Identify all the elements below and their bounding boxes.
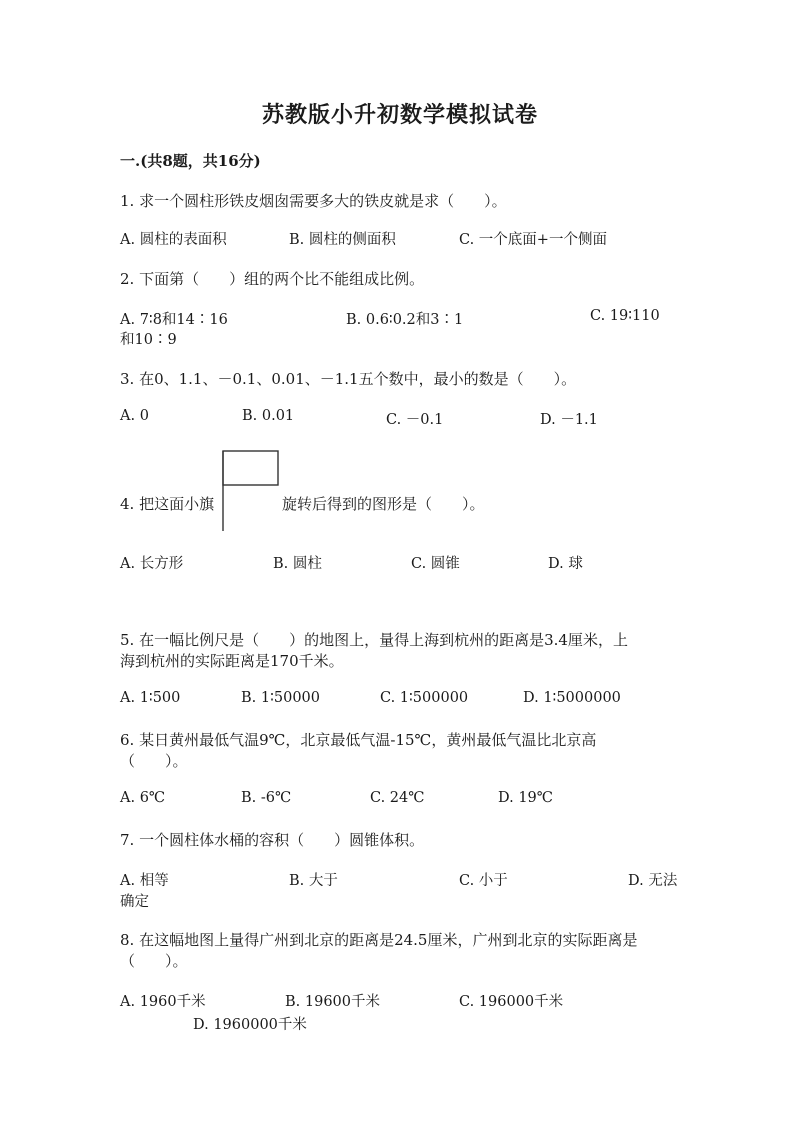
- question-5-option-c: C. 1∶500000: [380, 690, 469, 706]
- question-3-option-d: D. －1.1: [540, 412, 598, 428]
- question-6-option-b: B. -6℃: [241, 790, 292, 806]
- flag-figure: [220, 450, 280, 532]
- question-7-option-a: A. 相等: [120, 873, 169, 889]
- question-2-option-c-continued: 和10∶9: [120, 332, 177, 348]
- question-1-stem: 1. 求一个圆柱形铁皮烟囱需要多大的铁皮就是求（ ）。: [120, 192, 507, 210]
- question-3-option-c: C. －0.1: [386, 412, 444, 428]
- question-5-stem: 5. 在一幅比例尺是（ ）的地图上，量得上海到杭州的距离是3.4厘米，上: [120, 631, 628, 649]
- question-1-option-b: B. 圆柱的侧面积: [289, 232, 396, 248]
- question-4-stem: 4. 把这面小旗: [120, 495, 215, 513]
- question-8-option-c: C. 196000千米: [459, 994, 564, 1010]
- question-4-option-d: D. 球: [548, 556, 583, 572]
- question-8-stem-line-2: （ ）。: [120, 952, 188, 970]
- question-8-option-d: D. 1960000千米: [193, 1017, 307, 1033]
- question-3-option-b: B. 0.01: [242, 408, 295, 424]
- section-heading: 一.(共8题，共16分): [120, 152, 261, 170]
- question-5-option-d: D. 1∶5000000: [523, 690, 621, 706]
- question-8-option-b: B. 19600千米: [285, 994, 381, 1010]
- question-6-option-c: C. 24℃: [370, 790, 425, 806]
- question-2-option-a: A. 7∶8和14∶16: [120, 312, 228, 328]
- question-4-option-a: A. 长方形: [120, 556, 184, 572]
- question-4-option-b: B. 圆柱: [273, 556, 322, 572]
- question-5-option-b: B. 1∶50000: [241, 690, 320, 706]
- question-1-option-c: C. 一个底面+一个侧面: [459, 232, 607, 248]
- question-7-option-d: D. 无法: [628, 873, 678, 889]
- question-3-stem: 3. 在0、1.1、－0.1、0.01、－1.1五个数中，最小的数是（ ）。: [120, 370, 577, 388]
- question-5-stem-line-2: 海到杭州的实际距离是170千米。: [120, 652, 344, 670]
- question-2-option-b: B. 0.6∶0.2和3∶1: [346, 312, 464, 328]
- question-6-stem: 6. 某日黄州最低气温9℃，北京最低气温-15℃，黄州最低气温比北京高: [120, 731, 597, 749]
- question-1-option-a: A. 圆柱的表面积: [120, 232, 227, 248]
- question-2-option-c: C. 19∶110: [590, 308, 660, 324]
- question-7-option-d-continued: 确定: [120, 894, 149, 910]
- question-4-stem-end: 旋转后得到的图形是（ ）。: [282, 495, 485, 513]
- question-4-option-c: C. 圆锥: [411, 556, 460, 572]
- question-7-option-c: C. 小于: [459, 873, 508, 889]
- question-6-option-d: D. 19℃: [498, 790, 553, 806]
- question-3-option-a: A. 0: [120, 408, 149, 424]
- question-6-option-a: A. 6℃: [120, 790, 166, 806]
- question-8-option-a: A. 1960千米: [120, 994, 206, 1010]
- question-2-stem: 2. 下面第（ ）组的两个比不能组成比例。: [120, 270, 425, 288]
- question-7-option-b: B. 大于: [289, 873, 338, 889]
- question-8-stem: 8. 在这幅地图上量得广州到北京的距离是24.5厘米，广州到北京的实际距离是: [120, 931, 638, 949]
- question-6-stem-line-2: （ ）。: [120, 752, 188, 770]
- question-7-stem: 7. 一个圆柱体水桶的容积（ ）圆锥体积。: [120, 831, 425, 849]
- question-5-option-a: A. 1∶500: [120, 690, 181, 706]
- page-title: 苏教版小升初数学模拟试卷: [261, 102, 538, 128]
